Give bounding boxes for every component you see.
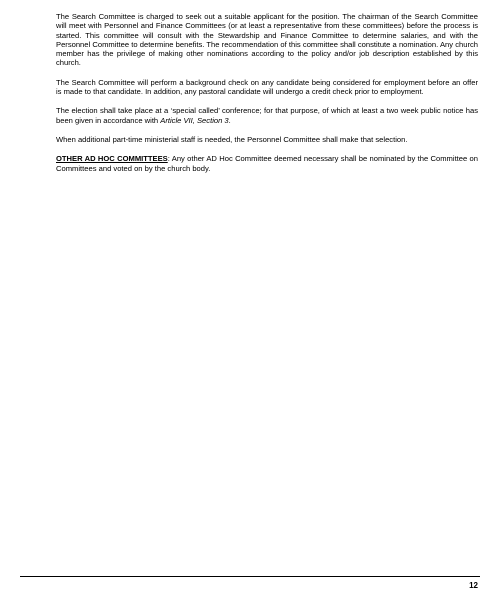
article-reference: Article VII, Section 3	[160, 115, 229, 125]
paragraph-background-check: The Search Committee will perform a background check on any candidate being considered for employment before an offer is made to that candidate. In addition, any pastoral candidate will undergo a credit check prior to employment.	[56, 77, 478, 97]
election-text: The election shall take place at a ‘special called’ conference; for that purpose, of which at least a two week public notice has been given in accordance with	[56, 106, 478, 125]
paragraph-election	[56, 106, 478, 125]
section-heading-other-ad-hoc: OTHER AD HOC COMMITTEES	[56, 154, 168, 164]
other-ad-hoc-text: : Any other AD Hoc Committee deemed necessary shall be nominated by the Committee on Committees and voted on by the church body.	[56, 154, 478, 173]
footer-divider	[20, 576, 480, 577]
paragraph-search-committee-charge: The Search Committee is charged to seek out a suitable applicant for the position. The chairman of the Search Committee will meet with Personnel and Finance Committees (or at least a representative from these committees) before the process is started. This committee will consult with the Stewardship and Finance Committee to determine salaries, and with the Personnel Committee to determine benefits. The recommendation of this committee shall constitute a nomination. Any church member has the privilege of making other nominations according to the policy and/or job description established by this church.	[56, 12, 478, 68]
document-body	[56, 12, 478, 183]
paragraph-other-ad-hoc	[56, 154, 478, 173]
page-number: 12	[469, 581, 478, 590]
election-text-end: .	[228, 115, 231, 125]
paragraph-part-time-staff: When additional part-time ministerial staff is needed, the Personnel Committee shall make that selection.	[56, 134, 408, 144]
